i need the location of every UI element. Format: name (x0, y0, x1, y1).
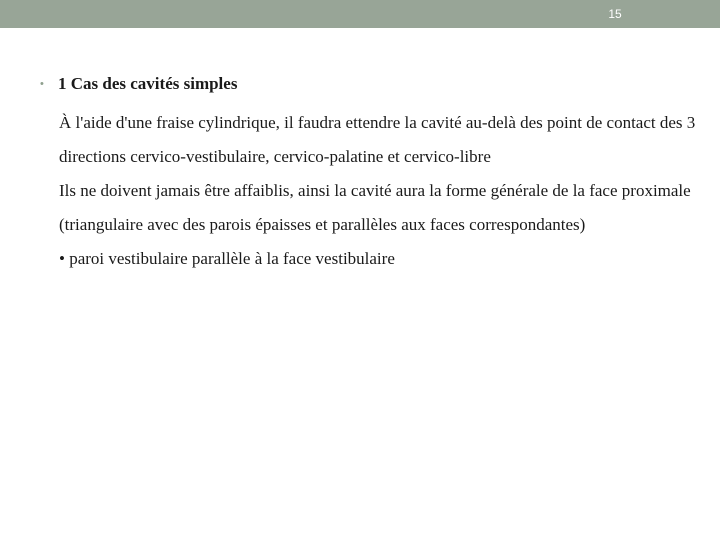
slide-number: 15 (608, 7, 622, 21)
paragraph-vestibular-wall: • paroi vestibulaire parallèle à la face vestibulaire (59, 249, 395, 268)
section-heading: 1 Cas des cavités simples (58, 74, 238, 93)
slide-number-box (594, 0, 636, 28)
body-text (59, 106, 700, 276)
bullet-icon: • (40, 78, 44, 90)
slide-content (40, 74, 700, 276)
paragraph-instruction: À l'aide d'une fraise cylindrique, il faudra ettendre la cavité au-delà des point de contact des 3 directions cervico-vestibulaire, cervico-palatine et cervico-libre (59, 113, 696, 166)
paragraph-walls: Ils ne doivent jamais être affaiblis, ainsi la cavité aura la forme générale de la face proximale (triangulaire avec des parois épaisses et parallèles aux faces correspondantes) (59, 181, 691, 234)
heading-row (40, 74, 700, 102)
